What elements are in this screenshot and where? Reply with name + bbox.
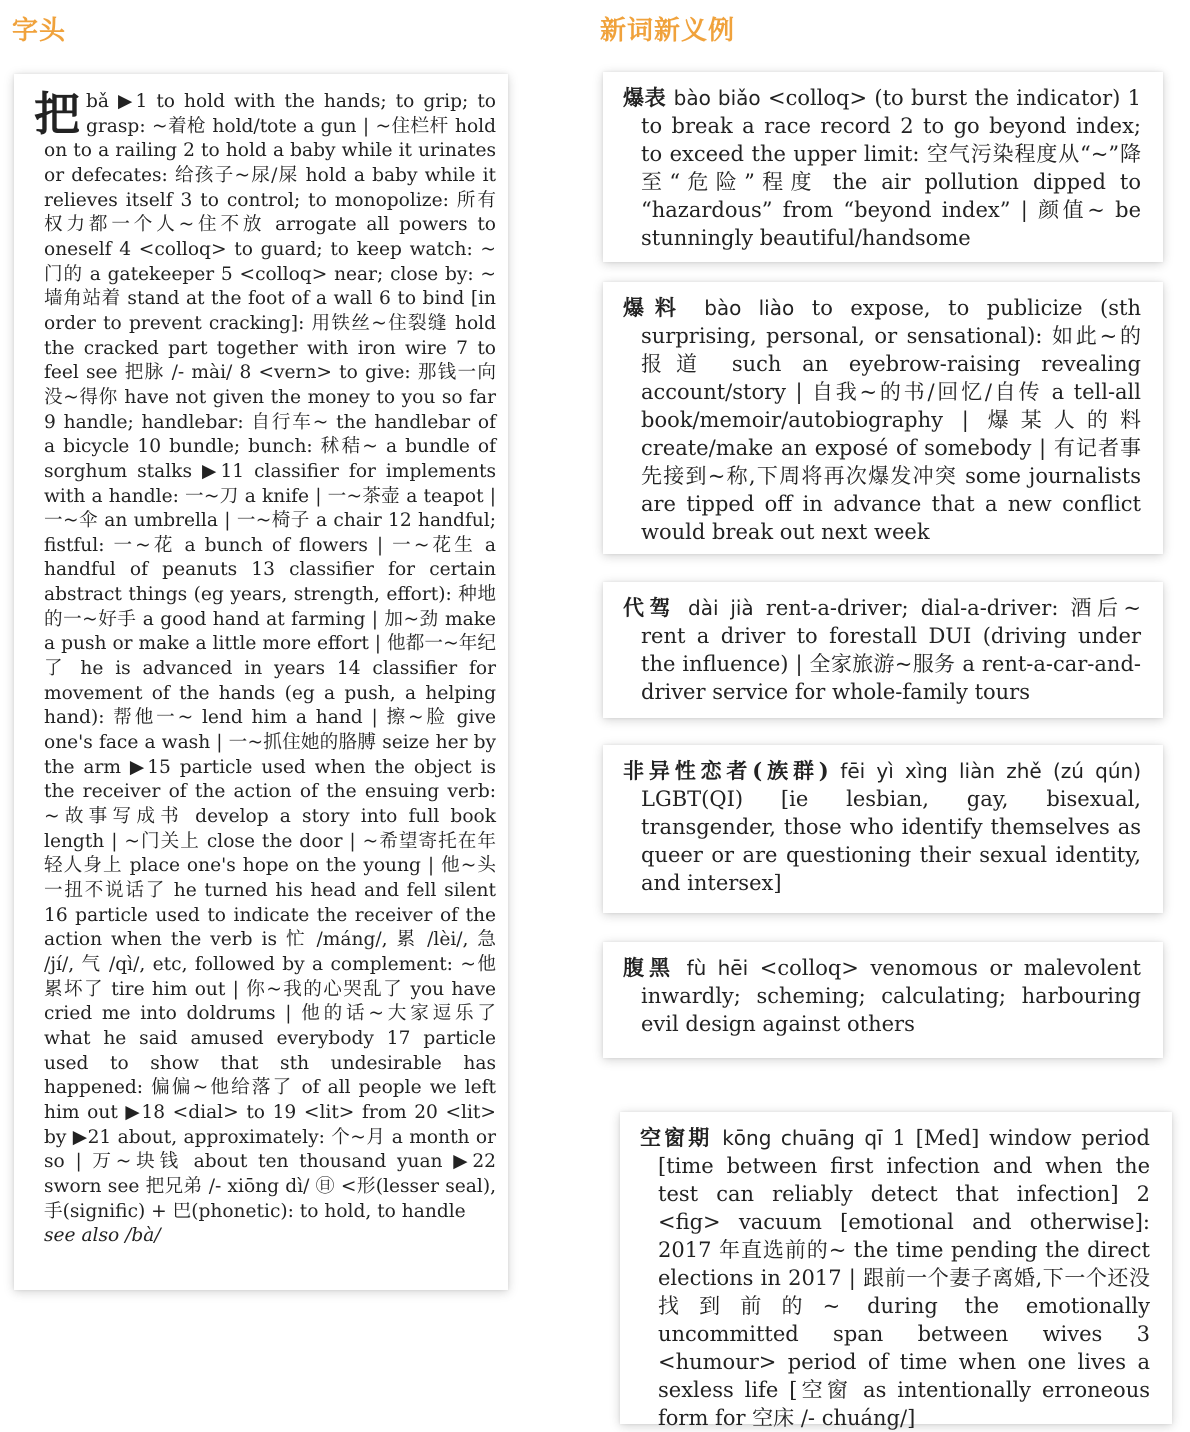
entry-card [620,1112,1172,1430]
entry-card [603,582,1163,718]
entry-pinyin: fù hēi [686,956,749,980]
entry-definition: to expose, to publicize (sth surprising, personal, or sensational): 如此~的报道 such an eyebrow-raising revealing account/story | 自我~的书/回忆/自传 a tell-all book/memoir/autobiography | 爆某人的料 create/make an exposé of somebody | 有记者事先接到~称,下周将再次爆发冲突 some journalists are tipped off in advance that a new conflict would break out next week [641,296,1141,544]
entry-definition: rent-a-driver; dial-a-driver: 酒后~ rent a driver to forestall DUI (driving under the influence) | 全家旅游~服务 a rent-a-car-and-driver service for whole-family tours [641,596,1141,704]
entry-pinyin: bào liào [704,296,795,320]
entry-headword: 空窗期 [640,1125,713,1150]
entry-headword: 爆料 [623,295,687,320]
right-section-title: 新词新义例 [600,16,736,46]
entry-definition: 1 [Med] window period [time between first infection and when the test can reliably detect that infection] 2 <fig> vacuum [emotional and otherwise]: 2017 年直选前的~ the time pending the direct elections in 2017 | 跟前一个妻子离婚,下一个还没找到前的~ during the emotionally uncommitted span between wives 3 <humour> period of time when one lives a sexless life [空窗 as intentionally erroneous form for 空床 /- chuáng/] [658,1126,1150,1430]
see-also-note: see also /bà/ [44,1225,161,1247]
entry-pinyin: kōng chuāng qī [722,1126,883,1150]
entry-pinyin: dài jià [688,596,754,620]
headword-entry-body [34,87,496,1249]
entry-card [603,942,1163,1058]
entry-text [623,757,1141,897]
entry-headword: 代驾 [623,595,676,620]
entry-definition: <colloq> venomous or malevolent inwardly; scheming; calculating; harbouring evil design against others [641,956,1141,1036]
entry-text [640,1124,1150,1432]
entry-card [603,282,1163,554]
entry-text [623,84,1141,252]
entry-card [603,745,1163,913]
entry-definition: <colloq> (to burst the indicator) 1 to break a race record 2 to go beyond index; to exceed the upper limit: 空气污染程度从“~”降至“危险”程度 the air pollution dipped to “hazardous” from “beyond index” | 颜值~ be stunningly beautiful/handsome [641,86,1141,250]
entry-text [623,594,1141,706]
entry-pinyin: bào biǎo [673,86,761,110]
headword-definition: bǎ ▶1 to hold with the hands; to grip; to grasp: ~着枪 hold/tote a gun | ~住栏杆 hold on to a railing 2 to hold a baby while it urinates or defecates: 给孩子~尿/屎 hold a baby while it relieves itself 3 to control; to monopolize: 所有权力都一个人~住不放 arrogate all powers to oneself 4 <colloq> to guard; to keep watch: ~门的 a gatekeeper 5 <colloq> near; close by: ~墙角站着 stand at the foot of a wall 6 to bind [in order to prevent cracking]: 用铁丝~住裂缝 hold the cracked part together with iron wire 7 to feel see 把脉 /- mài/ 8 <vern> to give: 那钱一向没~得你 have not given the money to you so far 9 handle; handlebar: 自行车~ the handlebar of a bicycle 10 bundle; bunch: 秫秸~ a bundle of sorghum stalks ▶11 classifier for implements with a handle: 一~刀 a knife | 一~茶壶 a teapot | 一~伞 an umbrella | 一~椅子 a chair 12 handful; fistful: 一~花 a bunch of flowers | 一~花生 a handful of peanuts 13 classifier for certain abstract things (eg years, strength, effort): 种地的一~好手 a good hand at farming | 加~劲 make a push or make a little more effort | 他都一~年纪了 he is advanced in years 14 classifier for movement of the hands (eg a push, a helping hand): 帮他一~ lend him a hand | 擦~脸 give one's face a wash | 一~抓住她的胳膊 seize her by the arm ▶15 particle used when the object is the receiver of the action of the ensuing verb: ~故事写成书 develop a story into full book length | ~门关上 close the door | ~希望寄托在年轻人身上 place one's hope on the young | 他~头一扭不说话了 he turned his head and fell silent 16 particle used to indicate the receiver of the action when the verb is 忙 /máng/, 累 /lèi/, 急 /jí/, 气 /qì/, etc, followed by a complement: ~他累坏了 tire him out | 你~我的心哭乱了 you have cried me into doldrums | 他的话~大家逗乐了 what he said amused everybody 17 particle used to show that sth undesirable has happened: 偏偏~他给落了 of all people we left him out ▶18 <dial> to 19 <lit> from 20 <lit> by ▶21 about, approximately: 个~月 a month or so | 万~块钱 about ten thousand yuan ▶22 sworn see 把兄弟 /- xiōng dì/ ㊐ <形(lesser seal), 手(signific) + 巴(phonetic): to hold, to handle [44,91,496,1222]
entry-text [623,294,1141,546]
headword-character: 把 [34,87,80,141]
entry-headword: 爆表 [623,85,667,110]
entry-pinyin: fēi yì xìng liàn zhě (zú qún) [840,759,1141,783]
entry-headword: 非异性恋者(族群) [623,758,829,783]
left-section-title: 字头 [12,16,67,46]
entry-definition: LGBT(QI) [ie lesbian, gay, bisexual, transgender, those who identify themselves as queer or are questioning their sexual identity, and intersex] [641,787,1141,895]
headword-card [14,74,508,1290]
entry-headword: 腹黑 [623,955,675,980]
entry-card [603,72,1163,262]
entry-text [623,954,1141,1038]
